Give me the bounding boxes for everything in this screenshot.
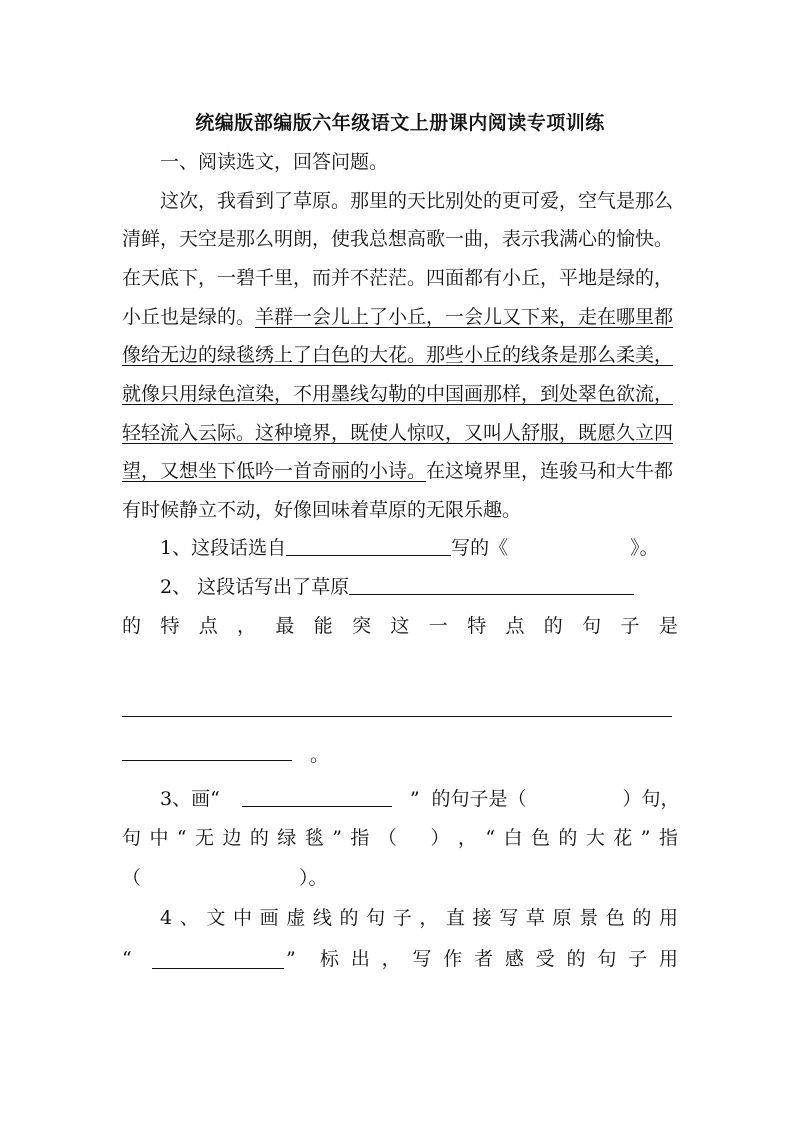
text-char: 写	[412, 948, 432, 970]
text-char: 的	[122, 615, 142, 637]
text-char: 的	[558, 827, 578, 849]
text-char: 线	[312, 907, 332, 929]
question-4-close-quote: ”	[286, 948, 296, 970]
text-char: 句	[597, 948, 617, 970]
text-char: 的	[339, 907, 359, 929]
question-2	[160, 575, 634, 599]
text-char: 这	[390, 615, 410, 637]
text-char: 指	[350, 827, 370, 849]
text-char: 的	[632, 907, 652, 929]
text-char: 能	[313, 615, 333, 637]
passage-line	[122, 305, 673, 329]
text-char: 原	[552, 907, 572, 929]
question-1	[160, 536, 659, 560]
question-4	[160, 906, 678, 930]
text-char: 白	[503, 827, 523, 849]
passage-text: 小丘也是绿的。	[122, 306, 256, 328]
text-char: 虚	[286, 907, 306, 929]
text-char: ”	[332, 827, 342, 849]
text-char: 大	[585, 827, 605, 849]
text-char: ”	[640, 827, 651, 849]
question-2-line2	[122, 614, 678, 638]
text-char: 句	[122, 827, 142, 849]
text-char: ，	[381, 948, 401, 970]
text-char: 用	[658, 907, 678, 929]
underlined-sentence: 轻轻流入云际。这种境界，既使人惊叹，又叫人舒服，既愿久立四	[122, 422, 674, 444]
text-char: 的句子是（	[431, 788, 527, 810]
question-3-line3	[122, 866, 328, 890]
text-char: 一	[428, 615, 448, 637]
text-char: ”	[409, 788, 420, 810]
text-char: 毯	[304, 827, 324, 849]
text-char: 无	[195, 827, 215, 849]
text-char: 句	[582, 615, 602, 637]
text-char: 1、这段话选自	[160, 537, 287, 559]
text-char: 子	[392, 907, 412, 929]
text-char: 》。	[630, 537, 659, 559]
text-char: 子	[628, 948, 648, 970]
underlined-sentence: 像给无边的绿毯绣上了白色的大花。那些小丘的线条是那么柔美，	[122, 344, 674, 366]
text-char: ）句，	[622, 788, 680, 810]
passage-line: 有时候静立不动，好像回味着草原的无限乐趣。	[122, 499, 522, 521]
section-heading: 一、阅读选文，回答问题。	[160, 151, 389, 173]
passage-line: 这次，我看到了草原。那里的天比别处的更可爱，空气是那么	[160, 190, 674, 212]
text-char: ，	[237, 615, 257, 637]
text-char: 的	[566, 948, 586, 970]
text-char: 感	[504, 948, 524, 970]
text-char: 花	[613, 827, 633, 849]
text-char: 句	[366, 907, 386, 929]
text-char: 特	[467, 615, 487, 637]
question-4-line2	[320, 947, 678, 971]
text-char: ，	[419, 907, 439, 929]
text-char: 标	[320, 948, 340, 970]
text-char: 点	[505, 615, 525, 637]
text-char: 中	[232, 907, 252, 929]
answer-blank[interactable]	[242, 788, 392, 807]
text-char: 4	[160, 907, 173, 929]
text-char: ）	[430, 827, 450, 849]
text-char: 色	[530, 827, 550, 849]
text-char: 指	[658, 827, 678, 849]
text-char: 3、画“	[160, 788, 220, 810]
text-char: 用	[658, 948, 678, 970]
passage-line: 在天底下，一碧千里，而并不茫茫。四面都有小丘，平地是绿的，	[122, 267, 674, 289]
text-char: 点	[198, 615, 218, 637]
text-char: 出	[350, 948, 370, 970]
passage-line	[122, 459, 673, 483]
text-char: 的	[249, 827, 269, 849]
underlined-sentence: 羊群一会儿上了小丘，一会儿又下来，走在哪里都	[255, 306, 674, 328]
text-char: 接	[472, 907, 492, 929]
answer-line[interactable]	[152, 968, 284, 969]
text-char: 边	[222, 827, 242, 849]
text-char: 画	[259, 907, 279, 929]
underlined-sentence: 就像只用绿色渲染，不用墨线勾勒的中国画那样，到处翠色欲流，	[122, 383, 674, 405]
text-char: ）。	[299, 867, 328, 889]
passage-line: 清鲜，天空是那么明朗，使我总想高歌一曲，表示我满心的愉快。	[122, 228, 674, 250]
text-char: 绿	[277, 827, 297, 849]
answer-blank[interactable]	[349, 576, 634, 595]
text-char: 、	[179, 907, 199, 929]
text-char: 色	[605, 907, 625, 929]
text-char: （	[377, 827, 397, 849]
question-3	[160, 787, 680, 811]
text-char: 文	[206, 907, 226, 929]
text-char: 写的《	[451, 537, 509, 559]
text-char: 写	[499, 907, 519, 929]
period: 。	[310, 744, 330, 766]
question-4-open-quote: “	[122, 948, 132, 970]
text-char: ，	[457, 827, 477, 849]
text-char: 最	[275, 615, 295, 637]
text-char: 受	[535, 948, 555, 970]
text-char: 作	[443, 948, 463, 970]
text-char: 的	[543, 615, 563, 637]
text-char: 者	[474, 948, 494, 970]
text-char: 子	[620, 615, 640, 637]
question-3-line2	[122, 826, 678, 850]
answer-line[interactable]	[122, 760, 292, 761]
text-char: “	[176, 827, 187, 849]
answer-blank[interactable]	[286, 537, 451, 556]
answer-line[interactable]	[122, 716, 672, 717]
underlined-sentence: 望，又想坐下低吟一首奇丽的小诗。	[122, 460, 427, 482]
page-title: 统编版部编版六年级语文上册课内阅读专项训练	[195, 112, 605, 134]
text-char: 特	[160, 615, 180, 637]
text-char: 直	[445, 907, 465, 929]
passage-text: 在这境界里，连骏马和大牛都	[426, 460, 674, 482]
text-char: 2、 这段话写出了草原	[160, 576, 350, 598]
text-char: 是	[658, 615, 678, 637]
text-char: 景	[579, 907, 599, 929]
text-char: “	[485, 827, 496, 849]
text-char: 中	[149, 827, 169, 849]
text-char: （	[122, 867, 142, 889]
text-char: 草	[525, 907, 545, 929]
text-char: 突	[352, 615, 372, 637]
